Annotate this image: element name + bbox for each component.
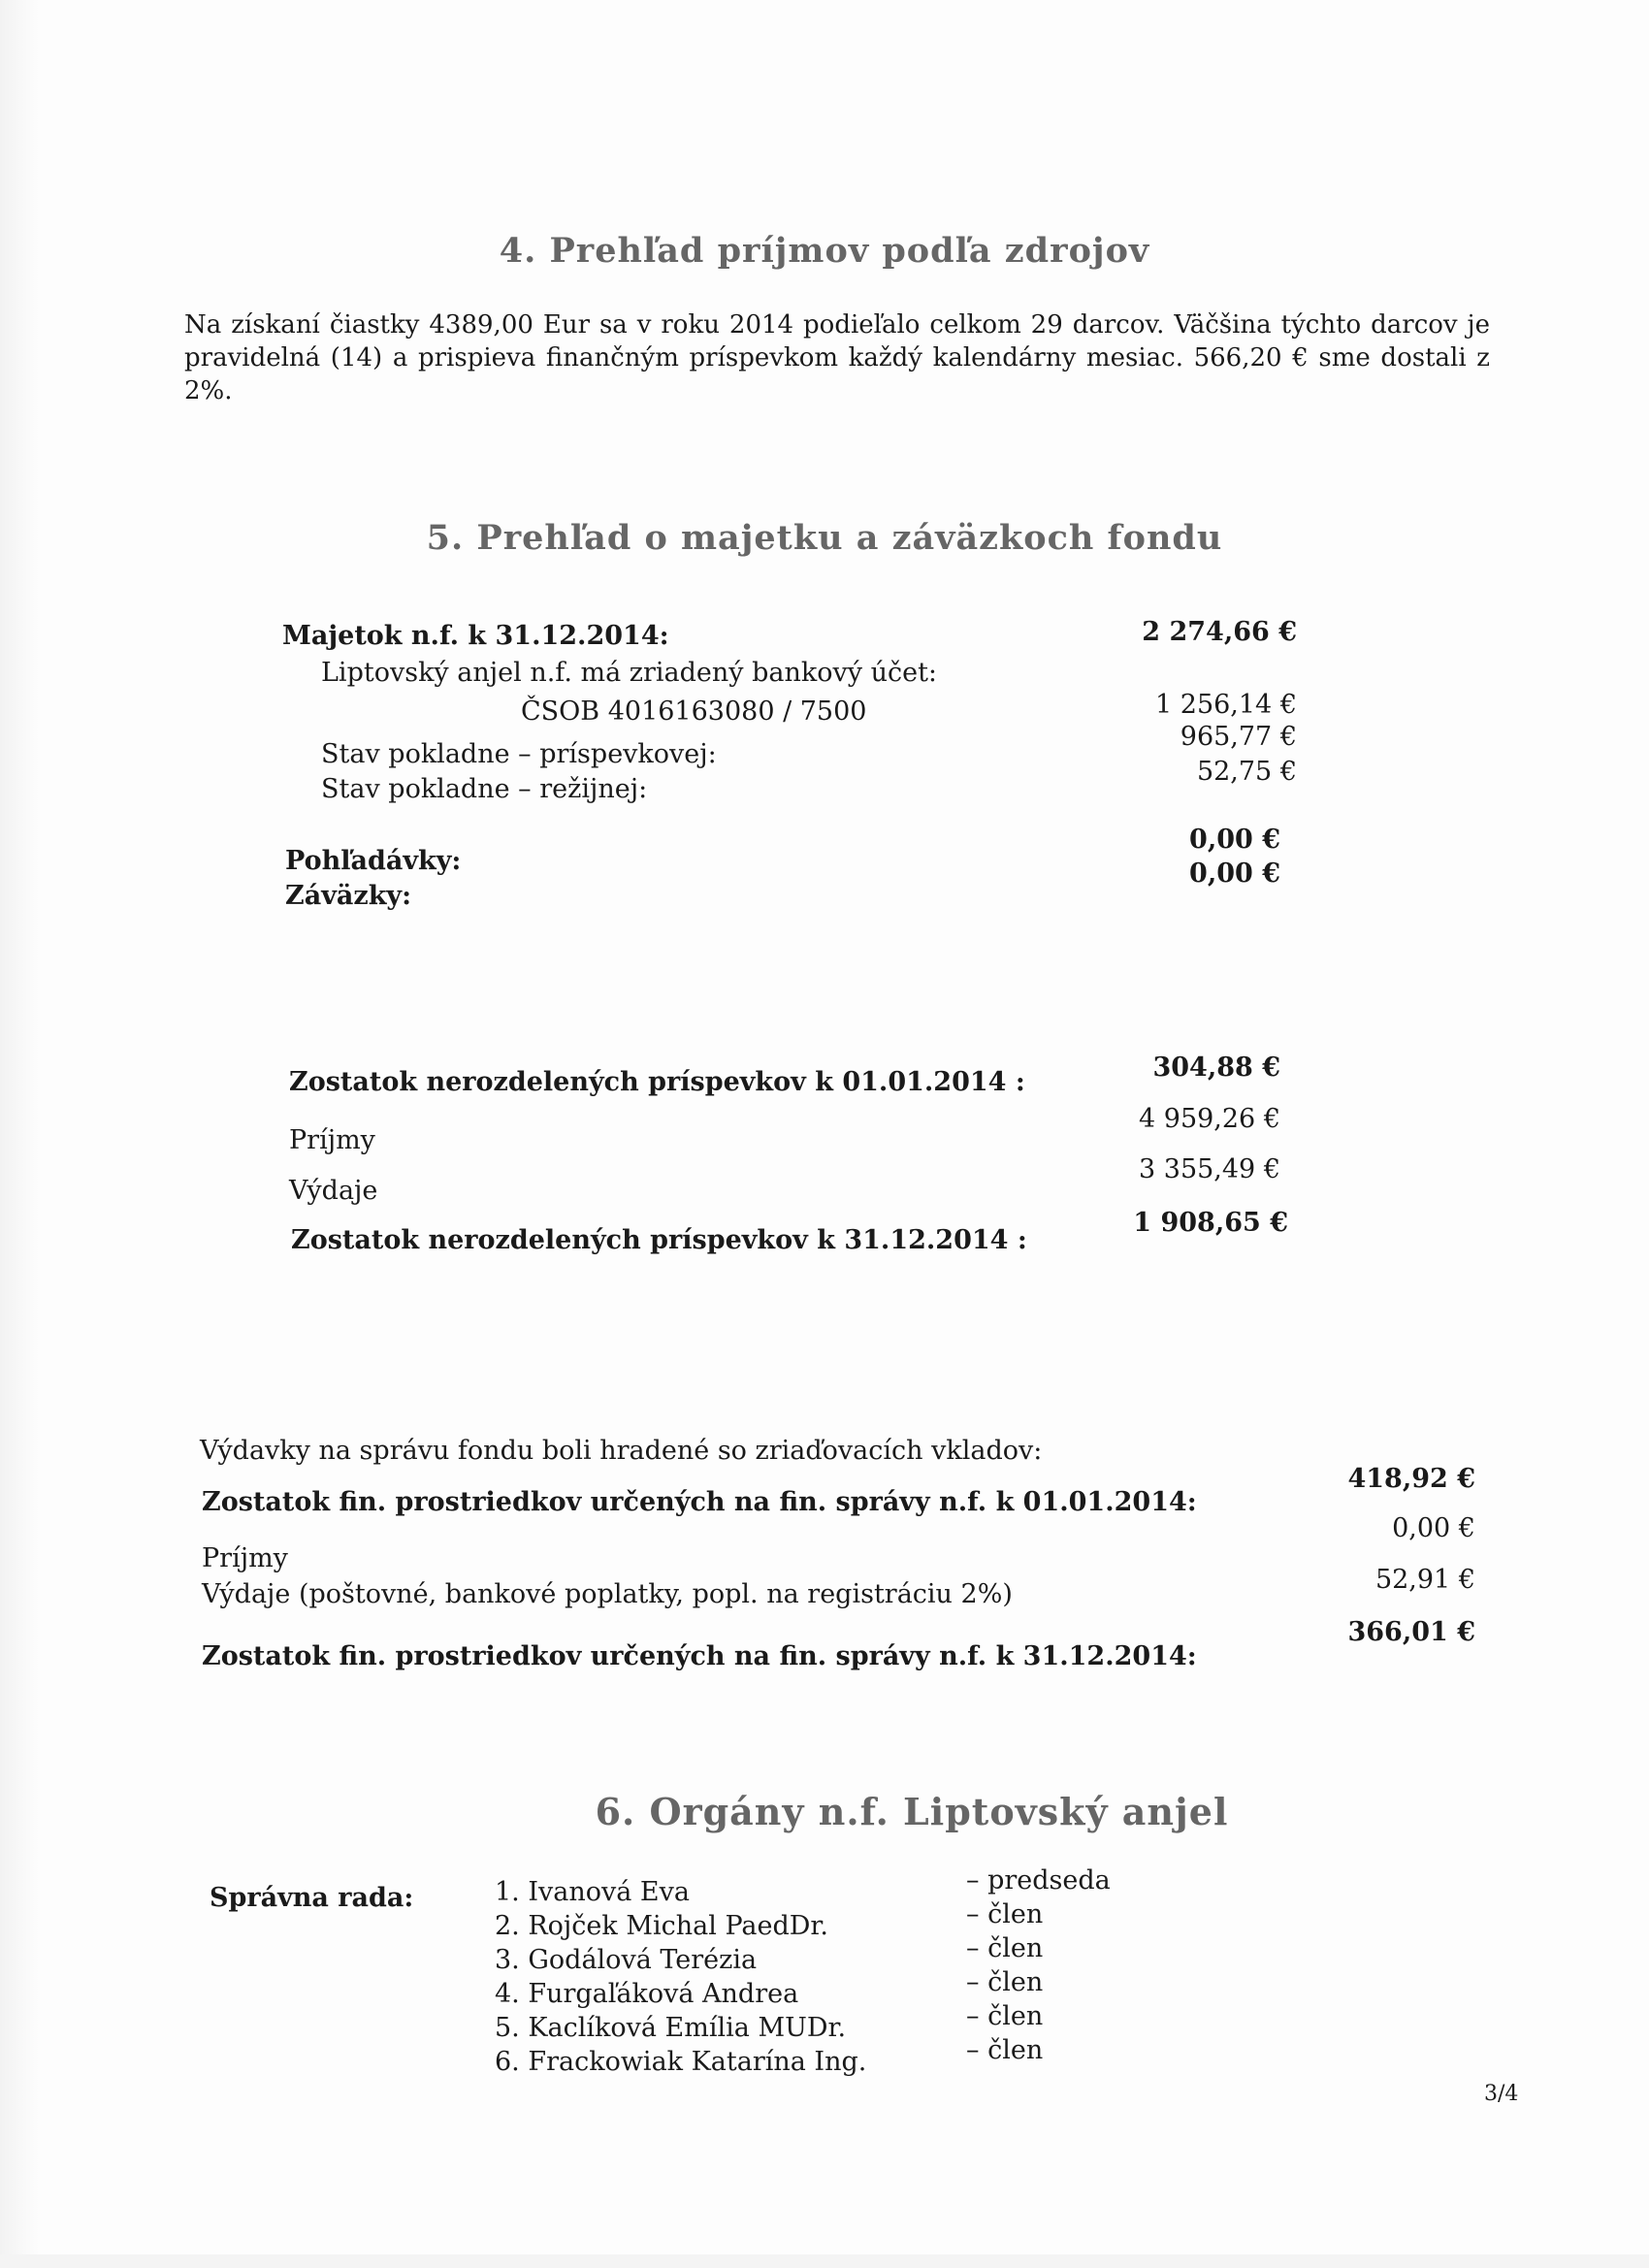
scan-bottom-edge: [0, 2254, 1649, 2268]
cash-overhead-value: 52,75 €: [1196, 757, 1297, 787]
receivables-value: 0,00 €: [1189, 825, 1280, 855]
admin-expense-value: 52,91 €: [1374, 1565, 1475, 1595]
member-role: – člen: [966, 2035, 1044, 2065]
page-number: 3/4: [1484, 2082, 1519, 2106]
member-role: – predseda: [966, 1865, 1111, 1895]
cash-overhead-label: Stav pokladne – režijnej:: [321, 774, 648, 804]
contrib-start-value: 304,88 €: [1152, 1053, 1280, 1083]
assets-value: 2 274,66 €: [1142, 617, 1297, 647]
contrib-end-label: Zostatok nerozdelených príspevkov k 31.12.2014 :: [291, 1225, 1027, 1255]
admin-start-value: 418,92 €: [1347, 1464, 1475, 1494]
section-5-heading: 5. Prehľad o majetku a záväzkoch fondu: [426, 518, 1223, 558]
section-4-paragraph: Na získaní čiastky 4389,00 Eur sa v roku 2014 podieľalo celkom 29 darcov. Väčšina týchto darcov je pravidelná (14) a prispieva finančným príspevkom každý kalendárny mesiac. 566,20 € sme dostali z 2%.: [184, 310, 1490, 405]
assets-label: Majetok n.f. k 31.12.2014:: [282, 621, 669, 651]
admin-start-label: Zostatok fin. prostriedkov určených na fin. správy n.f. k 01.01.2014:: [202, 1487, 1197, 1517]
member-name: 3. Godálová Terézia: [495, 1945, 758, 1975]
member-name: 1. Ivanová Eva: [495, 1877, 690, 1907]
member-role: – člen: [966, 1899, 1044, 1929]
contrib-expense-value: 3 355,49 €: [1139, 1154, 1280, 1184]
member-role: – člen: [966, 1933, 1044, 1963]
admin-income-label: Príjmy: [202, 1543, 288, 1573]
member-name: 5. Kaclíková Emília MUDr.: [495, 2013, 847, 2043]
admin-expense-label: Výdaje (poštovné, bankové poplatky, popl. na registráciu 2%): [202, 1579, 1013, 1609]
bank-value: 1 256,14 €: [1155, 690, 1297, 720]
liabilities-label: Záväzky:: [285, 881, 412, 911]
bank-label: Liptovský anjel n.f. má zriadený bankový účet:: [321, 658, 938, 688]
member-role: – člen: [966, 2001, 1044, 2031]
section-6-heading: 6. Orgány n.f. Liptovský anjel: [595, 1790, 1229, 1833]
member-name: 2. Rojček Michal PaedDr.: [495, 1911, 828, 1941]
bank-account: ČSOB 4016163080 / 7500: [521, 697, 867, 727]
section-4-heading: 4. Prehľad príjmov podľa zdrojov: [499, 231, 1150, 271]
admin-intro: Výdavky na správu fondu boli hradené so zriaďovacích vkladov:: [200, 1436, 1043, 1466]
member-name: 6. Frackowiak Katarína Ing.: [495, 2047, 867, 2077]
admin-end-label: Zostatok fin. prostriedkov určených na fin. správy n.f. k 31.12.2014:: [202, 1641, 1197, 1671]
liabilities-value: 0,00 €: [1189, 859, 1280, 889]
member-name: 4. Furgaľáková Andrea: [495, 1979, 799, 2009]
scan-edge: [0, 0, 39, 2268]
cash-contrib-label: Stav pokladne – príspevkovej:: [321, 739, 717, 769]
contrib-income-label: Príjmy: [289, 1125, 375, 1155]
contrib-income-value: 4 959,26 €: [1139, 1104, 1280, 1134]
cash-contrib-value: 965,77 €: [1180, 722, 1297, 752]
admin-end-value: 366,01 €: [1347, 1617, 1475, 1647]
board-label: Správna rada:: [210, 1883, 414, 1913]
contrib-start-label: Zostatok nerozdelených príspevkov k 01.01.2014 :: [289, 1067, 1025, 1097]
receivables-label: Pohľadávky:: [285, 846, 462, 876]
contrib-end-value: 1 908,65 €: [1133, 1208, 1288, 1238]
contrib-expense-label: Výdaje: [289, 1176, 378, 1206]
admin-income-value: 0,00 €: [1392, 1513, 1475, 1543]
member-role: – člen: [966, 1967, 1044, 1997]
